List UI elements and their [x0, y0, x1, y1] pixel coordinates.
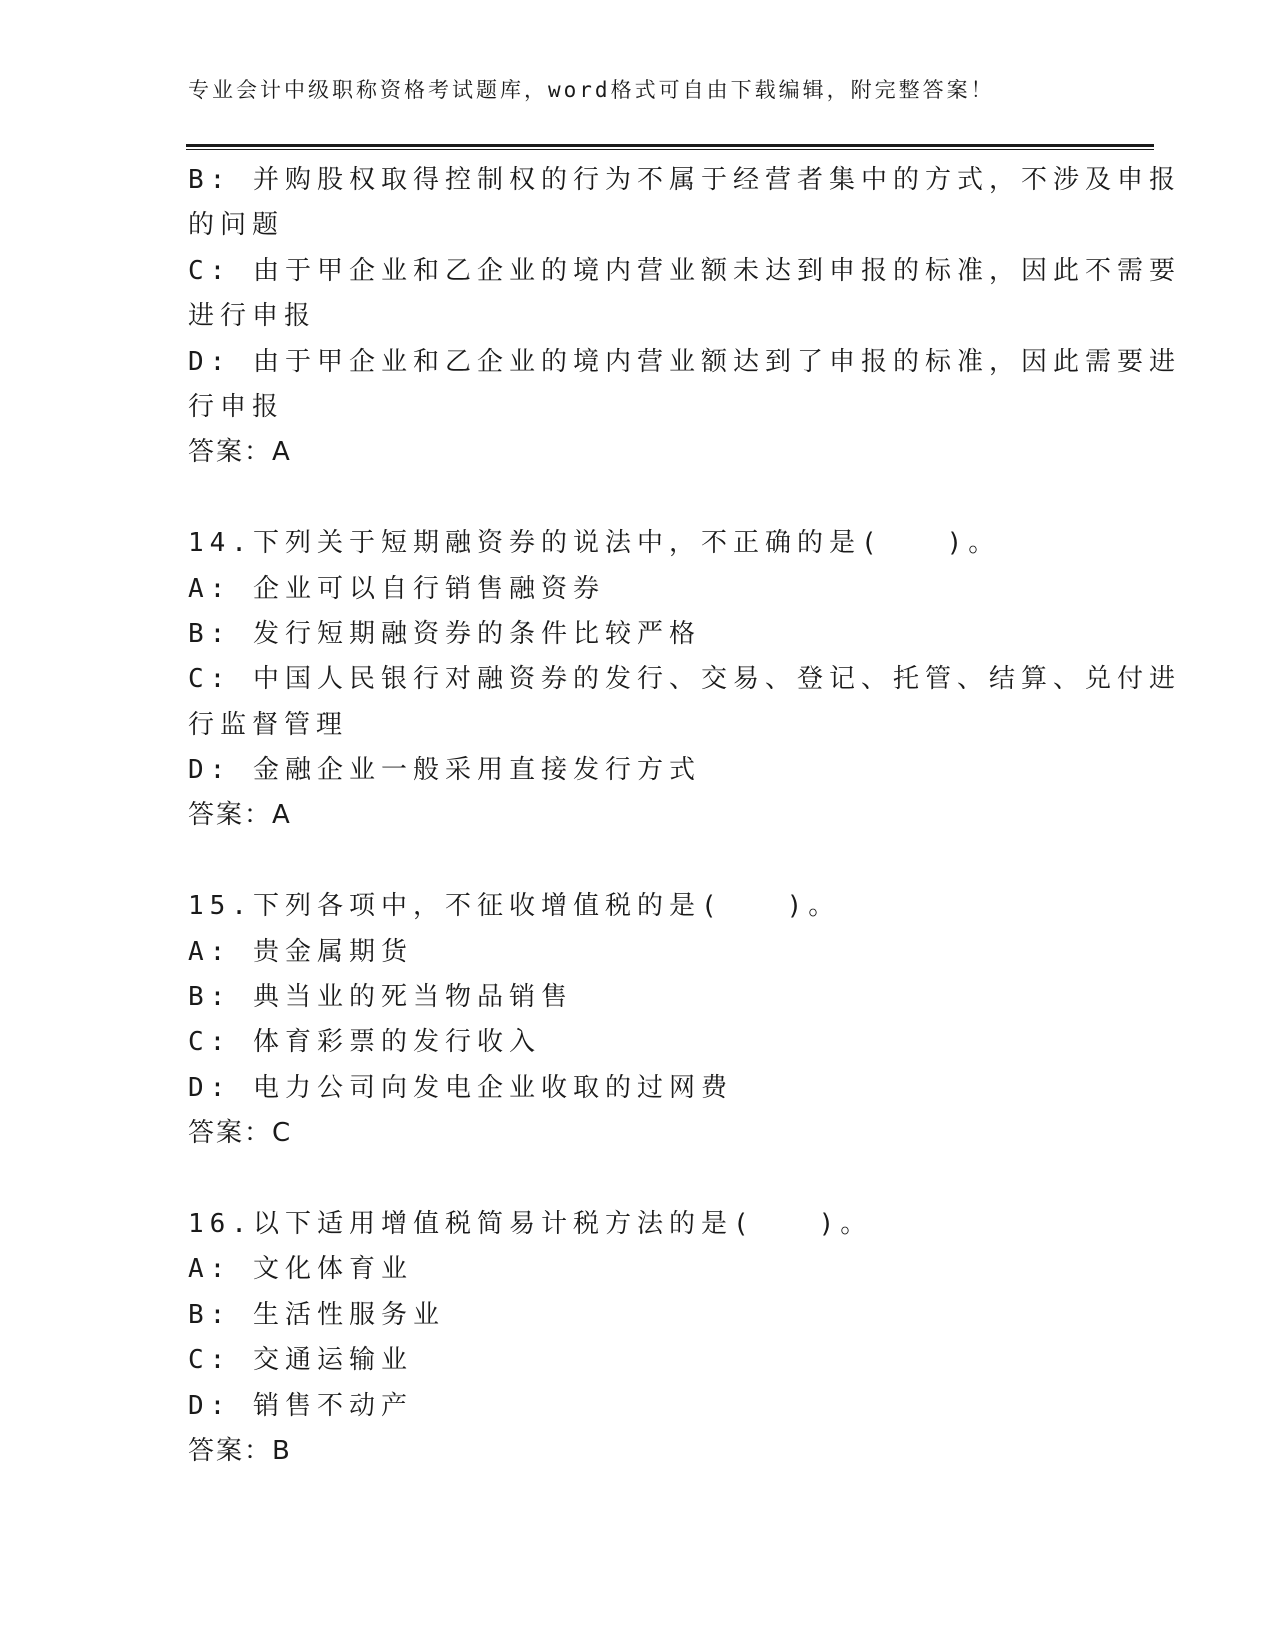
- header-rule-thick: [186, 144, 1154, 147]
- question-15-option-c: C: 体育彩票的发行收入: [188, 1027, 541, 1058]
- answer-13: 答案：A: [188, 437, 292, 468]
- question-14-option-c-line-2: 行监督管理: [188, 709, 349, 740]
- answer-16: 答案：B: [188, 1435, 292, 1466]
- spacer: [188, 839, 1088, 884]
- document-body: [188, 158, 1181, 1474]
- option-d-line-2: 行申报: [188, 391, 285, 422]
- option-d-line-1: D: 由于甲企业和乙企业的境内营业额达到了申报的标准，因此需要进: [188, 346, 1181, 377]
- option-c-line-2: 进行申报: [188, 301, 317, 332]
- question-14-option-b: B: 发行短期融资券的条件比较严格: [188, 618, 701, 649]
- question-14-option-a: A: 企业可以自行销售融资券: [188, 573, 605, 604]
- answer-14: 答案：A: [188, 800, 292, 831]
- question-15-option-d: D: 电力公司向发电企业收取的过网费: [188, 1072, 733, 1103]
- question-15-option-a: A: 贵金属期货: [188, 936, 413, 967]
- question-16-option-d: D: 销售不动产: [188, 1390, 413, 1421]
- spacer: [188, 476, 1088, 521]
- answer-15: 答案：C: [188, 1118, 293, 1149]
- page-header: 专业会计中级职称资格考试题库，word格式可自由下载编辑，附完整答案！: [188, 78, 995, 102]
- question-15-option-b: B: 典当业的死当物品销售: [188, 982, 573, 1013]
- option-b-line-1: B: 并购股权取得控制权的行为不属于经营者集中的方式，不涉及申报: [188, 165, 1181, 195]
- header-rule-thin: [186, 149, 1154, 150]
- option-c-line-1: C: 由于甲企业和乙企业的境内营业额未达到申报的标准，因此不需要: [188, 255, 1181, 286]
- header-double-rule: [186, 144, 1154, 150]
- question-14-stem: 14.下列关于短期融资券的说法中，不正确的是( )。: [188, 528, 1001, 559]
- question-16-option-a: A: 文化体育业: [188, 1254, 413, 1285]
- option-b-line-2: 的问题: [188, 210, 285, 241]
- question-16-option-b: B: 生活性服务业: [188, 1299, 445, 1330]
- question-16-stem: 16.以下适用增值税简易计税方法的是( )。: [188, 1208, 873, 1239]
- question-14-option-c-line-1: C: 中国人民银行对融资券的发行、交易、登记、托管、结算、兑付进: [188, 664, 1181, 695]
- question-14-option-d: D: 金融企业一般采用直接发行方式: [188, 755, 701, 786]
- spacer: [188, 1157, 1088, 1202]
- question-15-stem: 15.下列各项中，不征收增值税的是( )。: [188, 891, 841, 922]
- question-16-option-c: C: 交通运输业: [188, 1345, 413, 1376]
